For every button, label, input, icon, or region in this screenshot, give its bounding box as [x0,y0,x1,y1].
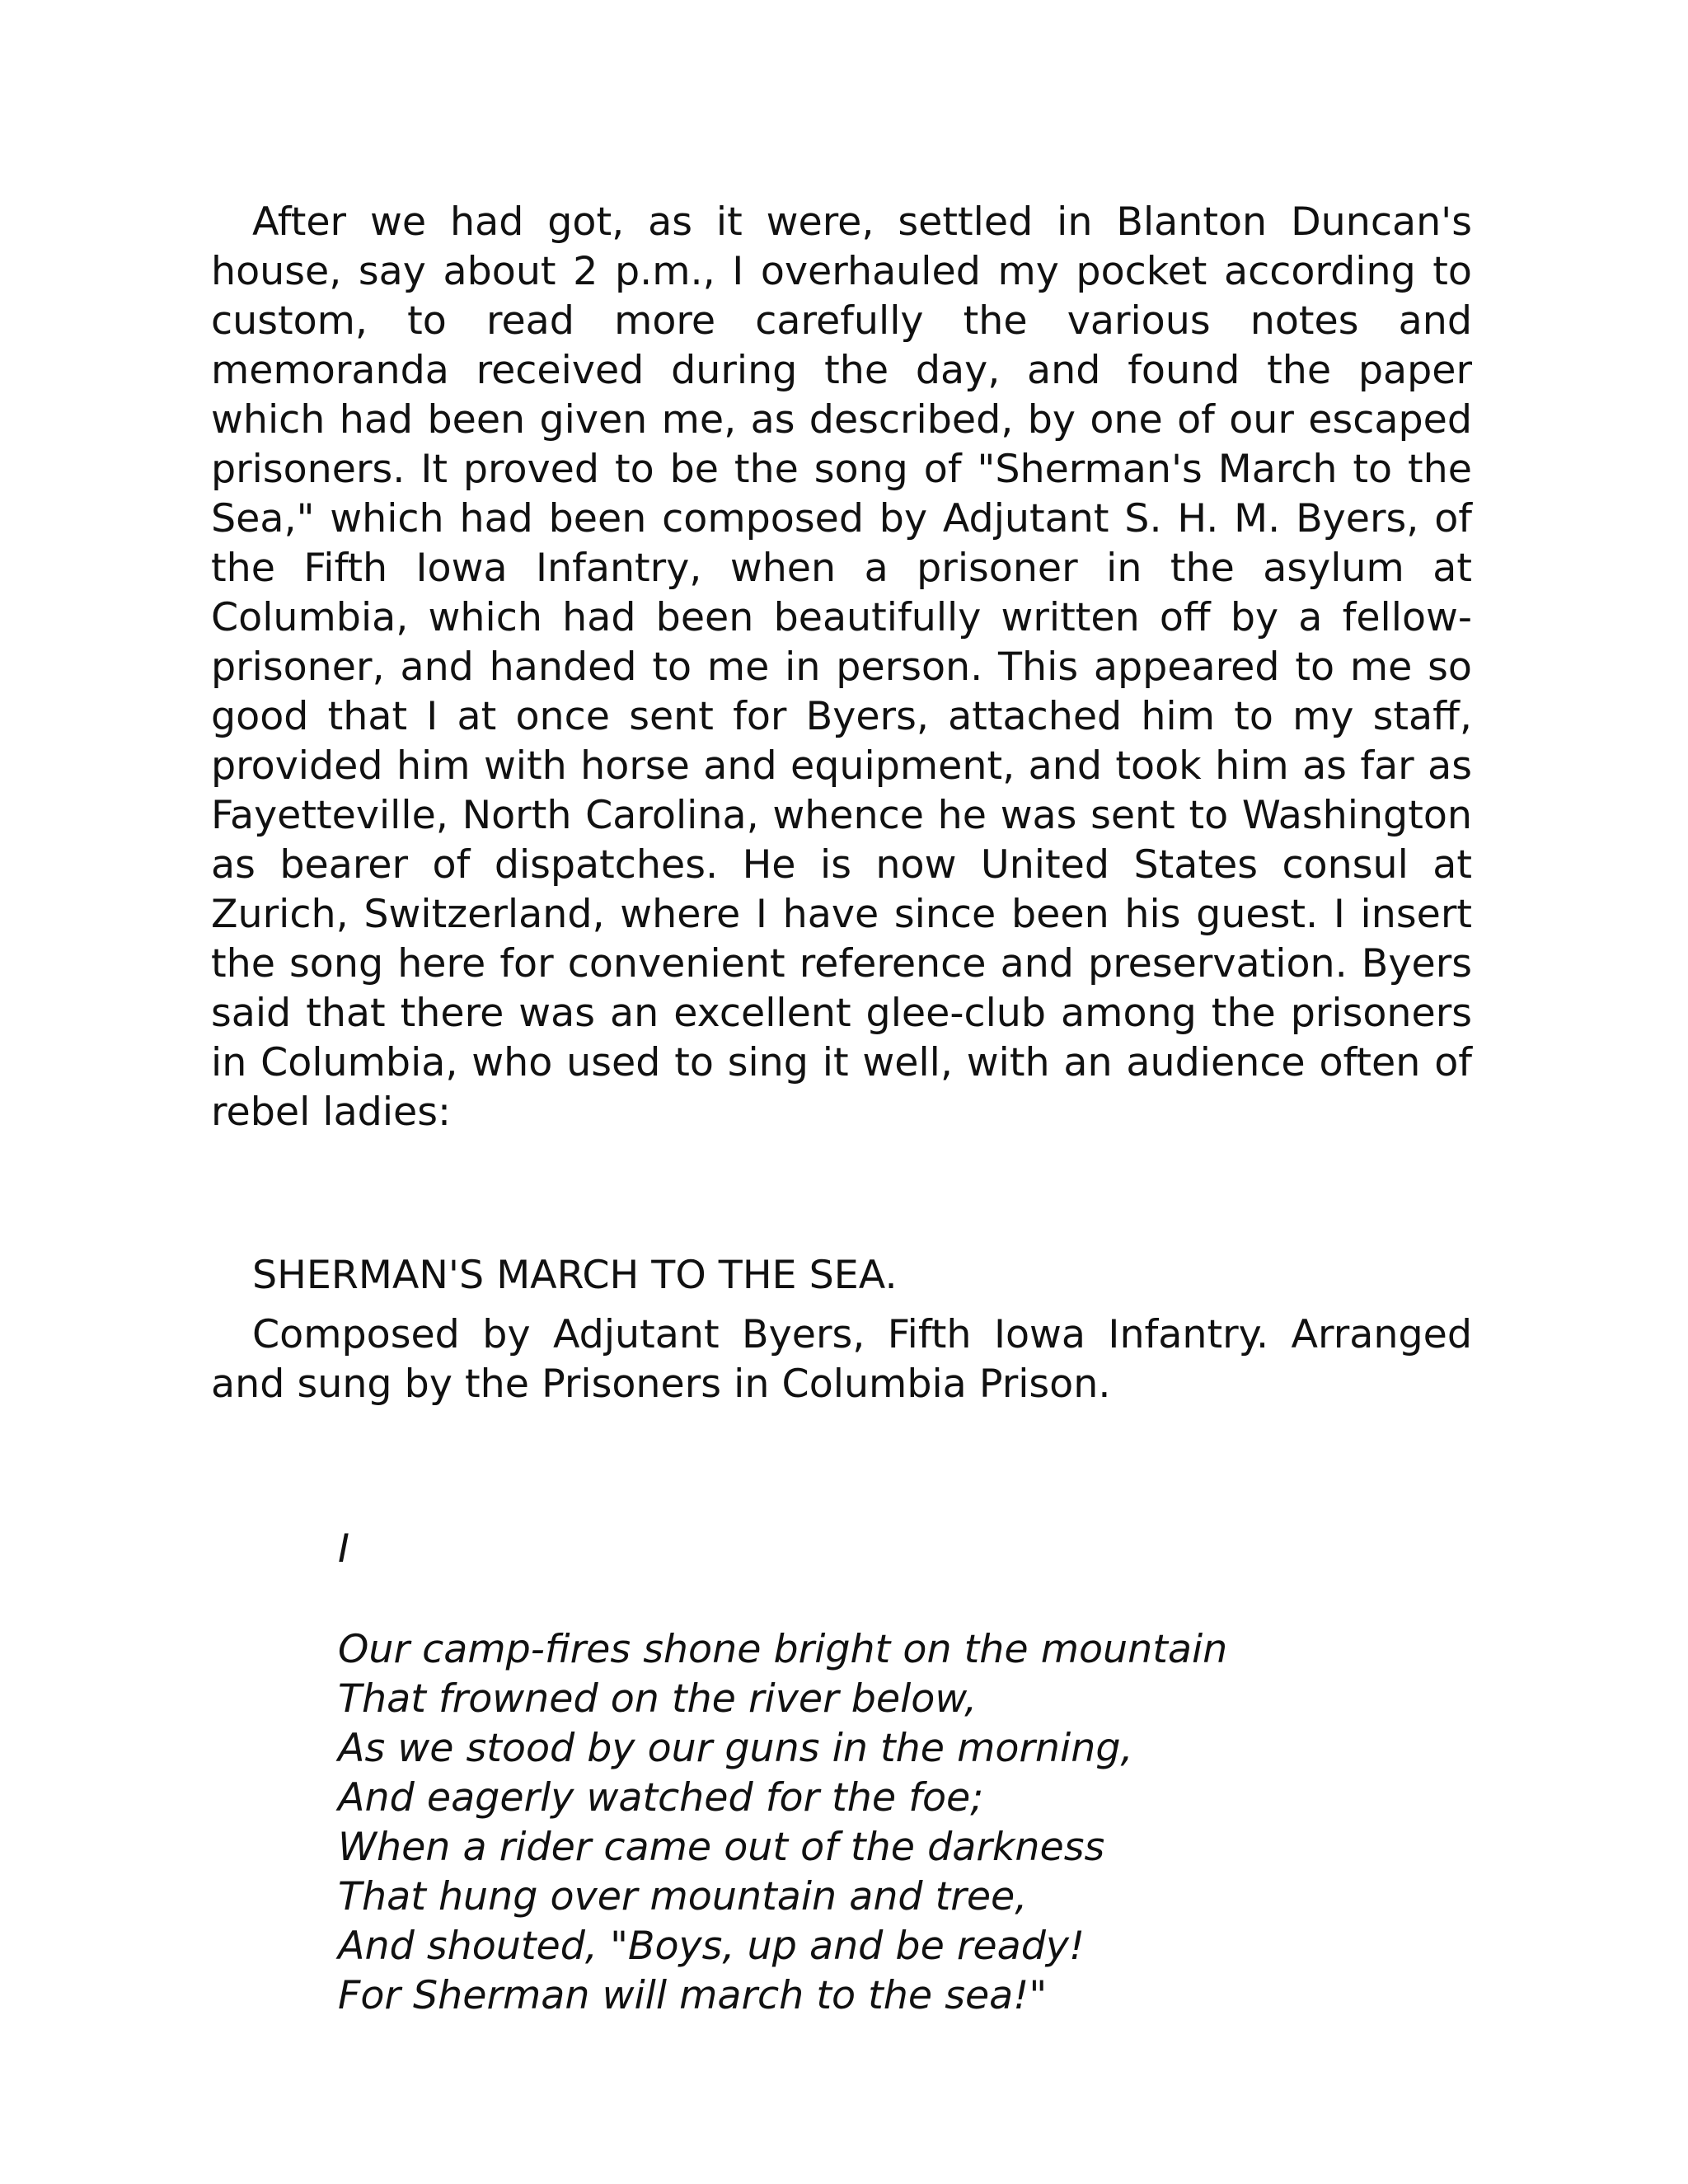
verse-line: Our camp-fires shone bright on the mountain [338,1627,1228,1672]
body-paragraph: After we had got, as it were, settled in Blanton Duncan's house, say about 2 p.m., I overhauled my pocket according to custom, to read more carefully the various notes and memoranda received during the day, and found the paper which had been given me, as described, by one of our escaped prisoners. It proved to be the song of "Sherman's March to the Sea," which had been composed by Adjutant S. H. M. Byers, of the Fifth Iowa Infantry, when a prisoner in the asylum at Columbia, which had been beautifully written off by a fellow-prisoner, and handed to me in person. This appeared to me so good that I at once sent for Byers, attached him to my staff, provided him with horse and equipment, and took him as far as Fayetteville, North Carolina, whence he was sent to Washington as bearer of dispatches. He is now United States consul at Zurich, Switzerland, where I have since been his guest. I insert the song here for convenient reference and preservation. Byers said that there was an excellent glee-club among the prisoners in Columbia, who used to sing it well, with an audience often of rebel ladies: [211,199,1472,1135]
verse-line: That hung over mountain and tree, [338,1874,1028,1919]
verse-line: And eagerly watched for the foe; [338,1775,984,1821]
verse-line: And shouted, "Boys, up and be ready! [338,1924,1085,1969]
verse-line: As we stood by our guns in the morning, [338,1726,1133,1771]
verse-line: That frowned on the river below, [338,1676,978,1722]
verse-line: For Sherman will march to the sea!" [338,1973,1048,2018]
song-verse [338,1525,1472,2021]
song-subtitle: Composed by Adjutant Byers, Fifth Iowa Infantry. Arranged and sung by the Prisoners in Columbia Prison. [211,1312,1472,1407]
song-title: SHERMAN'S MARCH TO THE SEA. [252,1253,898,1298]
stanza-number: I [338,1526,350,1572]
document-page [211,198,1472,2021]
verse-line: When a rider came out of the darkness [338,1825,1105,1870]
